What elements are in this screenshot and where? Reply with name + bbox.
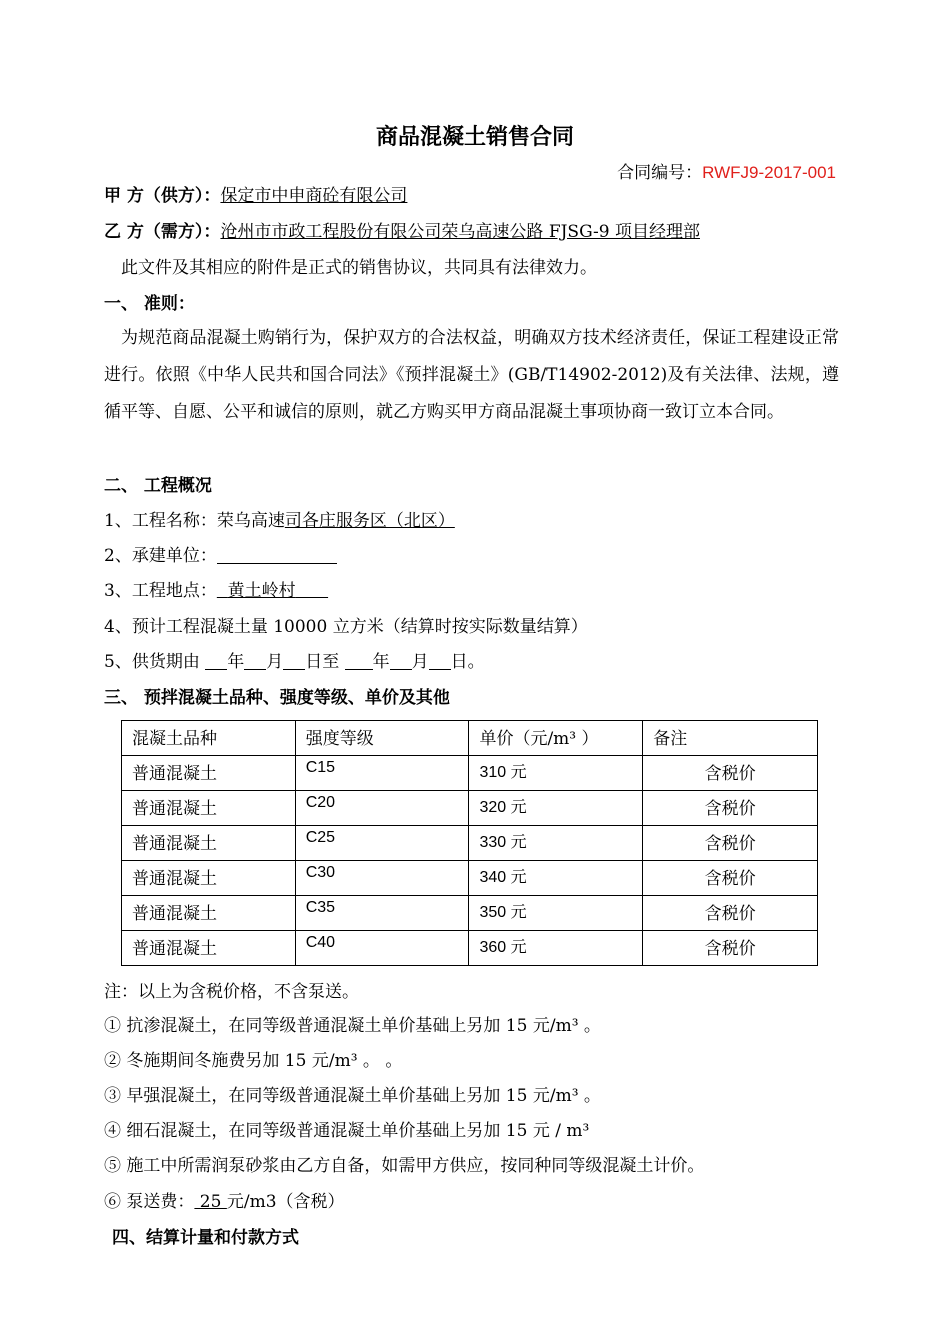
project-name-value: 司各庄服务区（北区）: [284, 511, 455, 531]
price-note: 注：以上为含税价格，不含泵送。: [104, 982, 359, 1002]
table-cell: 普通混凝土: [122, 931, 296, 966]
contract-number: [617, 158, 836, 183]
table-cell: 普通混凝土: [122, 756, 296, 791]
table-cell: 330 元: [469, 826, 643, 861]
table-cell: 含税价: [643, 861, 818, 896]
table-header-cell: 单价（元/m³ ）: [469, 721, 643, 756]
location-line: [104, 579, 328, 603]
table-cell: 普通混凝土: [122, 861, 296, 896]
clause-item: ⑤ 施工中所需润泵砂浆由乙方自备，如需甲方供应，按同种同等级混凝土计价。: [104, 1156, 705, 1176]
party-b-value: 沧州市市政工程股份有限公司荣乌高速公路 FJSG-9 项目经理部: [220, 222, 700, 242]
table-header-row: [122, 721, 818, 756]
party-a-label: 甲 方（供方）：: [104, 186, 221, 206]
party-a-value: 保定市中申商砼有限公司: [220, 186, 408, 206]
table-row: [122, 826, 818, 861]
clause-item: ② 冬施期间冬施费另加 15 元/m³ 。 。: [104, 1051, 403, 1071]
pump-fee-line: [104, 1190, 345, 1214]
section2-heading: 二、 工程概况: [104, 476, 212, 496]
table-cell: 普通混凝土: [122, 791, 296, 826]
table-header-cell: 备注: [643, 721, 818, 756]
contract-number-value: RWFJ9-2017-001: [702, 163, 836, 182]
table-cell: 含税价: [643, 791, 818, 826]
table-row: [122, 756, 818, 791]
contractor-label: 2、承建单位：: [104, 546, 217, 566]
pump-fee-value: 25: [194, 1192, 227, 1212]
pump-fee-unit: 元/m3（含税）: [226, 1192, 345, 1212]
contractor-blank: [217, 545, 337, 564]
table-cell: 含税价: [643, 826, 818, 861]
section1-heading: 一、 准则：: [104, 294, 195, 314]
table-header-cell: 混凝土品种: [122, 721, 296, 756]
table-cell: 含税价: [643, 896, 818, 931]
party-b-line: [104, 220, 700, 244]
section4-heading: 四、结算计量和付款方式: [112, 1228, 299, 1248]
table-cell: C35: [295, 896, 469, 931]
pump-fee-label: ⑥ 泵送费：: [104, 1192, 195, 1212]
table-cell: 含税价: [643, 931, 818, 966]
section1-text: 为规范商品混凝土购销行为，保护双方的合法权益，明确双方技术经济责任，保证工程建设正常进行。依照《中华人民共和国合同法》《预拌混凝土》(GB/T14902-2012)及有关法律、法规，遵循平等、自愿、公平和诚信的原则，就乙方购买甲方商品混凝土事项协商一致订立本合同。: [104, 328, 839, 422]
location-value: 黄土岭村: [227, 581, 296, 601]
table-row: [122, 896, 818, 931]
table-cell: C25: [295, 826, 469, 861]
table-row: [122, 791, 818, 826]
table-cell: 普通混凝土: [122, 826, 296, 861]
table-cell: C40: [295, 931, 469, 966]
clause-item: ③ 早强混凝土，在同等级普通混凝土单价基础上另加 15 元/m³ 。: [104, 1086, 601, 1106]
table-cell: 310 元: [469, 756, 643, 791]
table-row: [122, 861, 818, 896]
table-cell: 360 元: [469, 931, 643, 966]
clause-item: ④ 细石混凝土，在同等级普通混凝土单价基础上另加 15 元 / m³: [104, 1121, 590, 1141]
price-table: [121, 720, 818, 966]
table-cell: 普通混凝土: [122, 896, 296, 931]
table-header-cell: 强度等级: [295, 721, 469, 756]
project-name-line: [104, 509, 455, 533]
table-row: [122, 931, 818, 966]
section3-heading: 三、 预拌混凝土品种、强度等级、单价及其他: [104, 688, 450, 708]
table-cell: 320 元: [469, 791, 643, 826]
table-cell: 340 元: [469, 861, 643, 896]
table-cell: 含税价: [643, 756, 818, 791]
project-name-label: 1、工程名称：荣乌高速: [104, 511, 285, 531]
table-cell: 350 元: [469, 896, 643, 931]
intro-text: 此文件及其相应的附件是正式的销售协议，共同具有法律效力。: [121, 258, 597, 278]
location-label: 3、工程地点：: [104, 581, 217, 601]
document-title: 商品混凝土销售合同: [375, 125, 574, 150]
party-b-label: 乙 方（需方）：: [104, 222, 221, 242]
contract-number-label: 合同编号：: [617, 163, 703, 183]
contractor-line: [104, 544, 337, 568]
supply-period-line: 5、供货期由 年 月 日至 年 月 日。: [104, 652, 485, 672]
table-cell: C30: [295, 861, 469, 896]
party-a-line: [104, 184, 407, 208]
table-cell: C20: [295, 791, 469, 826]
table-cell: C15: [295, 756, 469, 791]
quantity-line: 4、预计工程混凝土量 10000 立方米（结算时按实际数量结算）: [104, 617, 588, 637]
clause-item: ① 抗渗混凝土，在同等级普通混凝土单价基础上另加 15 元/m³ 。: [104, 1016, 601, 1036]
